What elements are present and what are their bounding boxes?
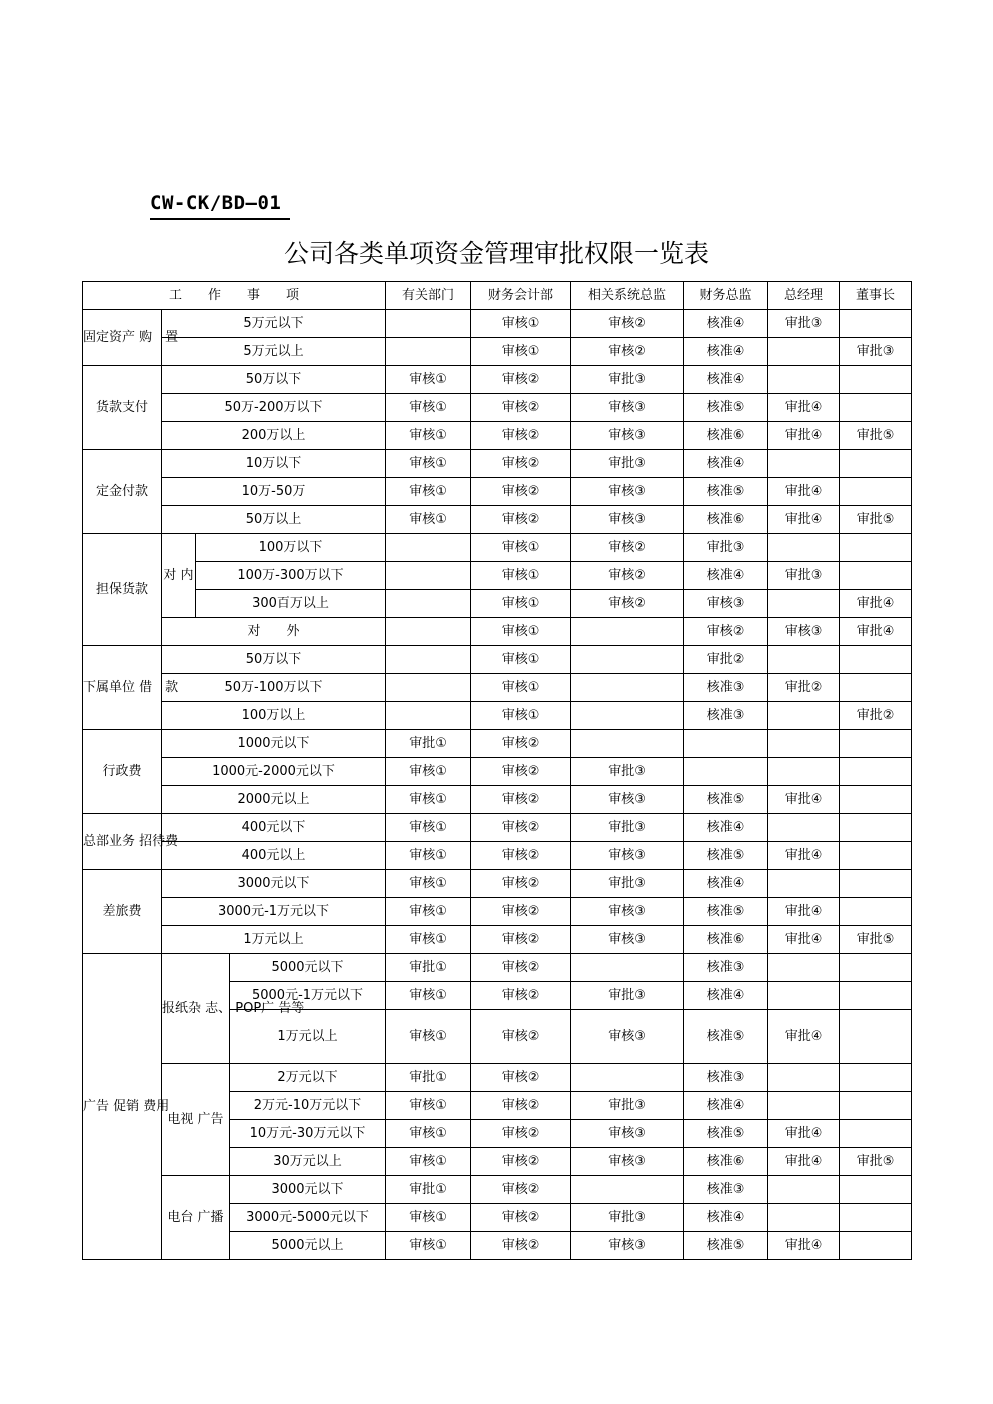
cell-director: 审核③	[571, 898, 684, 926]
cell-director: 审批③	[571, 982, 684, 1010]
cell-chairman	[840, 646, 912, 674]
cell-range: 50万以下	[162, 646, 386, 674]
table-row	[83, 366, 912, 394]
cell-accounting: 审核②	[471, 758, 571, 786]
cell-range: 5000元-1万元以下	[230, 982, 386, 1010]
cell-accounting: 审核②	[471, 1176, 571, 1204]
cell-dept: 审核①	[386, 394, 471, 422]
cell-chairman: 审批⑤	[840, 506, 912, 534]
cell-gm	[768, 1176, 840, 1204]
cell-dept: 审核①	[386, 926, 471, 954]
category-fixed-assets: 固定资产 购 置	[83, 310, 162, 366]
cell-director: 审核③	[571, 926, 684, 954]
cell-range: 50万-100万以下	[162, 674, 386, 702]
cell-dept: 审核①	[386, 366, 471, 394]
cell-accounting: 审核①	[471, 338, 571, 366]
cell-cfo: 核准⑤	[684, 898, 768, 926]
header-chairman: 董事长	[840, 282, 912, 310]
cell-chairman	[840, 674, 912, 702]
cell-cfo	[684, 730, 768, 758]
cell-accounting: 审核①	[471, 562, 571, 590]
category-travel: 差旅费	[83, 870, 162, 954]
cell-dept: 审核①	[386, 870, 471, 898]
table-row	[83, 646, 912, 674]
cell-chairman	[840, 1232, 912, 1260]
table-row	[83, 394, 912, 422]
cell-dept: 审核①	[386, 1204, 471, 1232]
table-row	[83, 478, 912, 506]
header-cfo: 财务总监	[684, 282, 768, 310]
cell-cfo: 核准④	[684, 338, 768, 366]
cell-chairman	[840, 982, 912, 1010]
cell-range: 10万元-30万元以下	[230, 1120, 386, 1148]
cell-range: 100万以上	[162, 702, 386, 730]
cell-cfo: 核准③	[684, 1176, 768, 1204]
cell-director: 审核②	[571, 562, 684, 590]
table-row	[83, 338, 912, 366]
cell-director: 审批③	[571, 1204, 684, 1232]
cell-gm	[768, 338, 840, 366]
cell-director	[571, 954, 684, 982]
cell-chairman	[840, 478, 912, 506]
cell-gm	[768, 758, 840, 786]
cell-chairman	[840, 842, 912, 870]
cell-accounting: 审核②	[471, 898, 571, 926]
cell-range: 3000元以下	[162, 870, 386, 898]
table-row	[83, 590, 912, 618]
cell-dept	[386, 310, 471, 338]
cell-range: 3000元-1万元以下	[162, 898, 386, 926]
header-item: 工 作 事 项	[83, 282, 386, 310]
cell-director: 审核②	[571, 338, 684, 366]
cell-cfo: 核准⑤	[684, 842, 768, 870]
cell-dept	[386, 674, 471, 702]
table-row	[83, 422, 912, 450]
cell-dept: 审核①	[386, 1092, 471, 1120]
cell-dept	[386, 590, 471, 618]
subcategory-internal: 对 内	[162, 534, 196, 618]
cell-dept: 审批①	[386, 1064, 471, 1092]
cell-gm: 审批④	[768, 842, 840, 870]
document-code: CW-CK/BD—01	[150, 188, 290, 220]
cell-accounting: 审核②	[471, 870, 571, 898]
cell-director: 审核③	[571, 1120, 684, 1148]
cell-gm	[768, 954, 840, 982]
cell-accounting: 审核②	[471, 982, 571, 1010]
table-row	[83, 842, 912, 870]
cell-dept	[386, 646, 471, 674]
cell-director: 审核③	[571, 422, 684, 450]
cell-director: 审核②	[571, 310, 684, 338]
cell-range: 100万-300万以下	[196, 562, 386, 590]
cell-cfo: 核准④	[684, 814, 768, 842]
cell-chairman	[840, 1064, 912, 1092]
category-payment: 货款支付	[83, 366, 162, 450]
cell-accounting: 审核②	[471, 1204, 571, 1232]
cell-dept	[386, 534, 471, 562]
cell-dept: 审核①	[386, 1148, 471, 1176]
cell-dept	[386, 618, 471, 646]
cell-range: 3000元以下	[230, 1176, 386, 1204]
category-advertising: 广告 促销 费用	[83, 954, 162, 1260]
header-accounting: 财务会计部	[471, 282, 571, 310]
cell-director: 审批③	[571, 870, 684, 898]
cell-accounting: 审核②	[471, 954, 571, 982]
cell-dept: 审核①	[386, 478, 471, 506]
cell-cfo: 审核③	[684, 590, 768, 618]
cell-range: 10万以下	[162, 450, 386, 478]
cell-cfo: 核准⑤	[684, 786, 768, 814]
cell-director	[571, 674, 684, 702]
cell-chairman	[840, 310, 912, 338]
cell-gm: 审批④	[768, 1010, 840, 1064]
cell-range: 100万以下	[196, 534, 386, 562]
cell-director: 审批③	[571, 366, 684, 394]
cell-director	[571, 702, 684, 730]
cell-gm: 审批④	[768, 506, 840, 534]
cell-cfo: 审核②	[684, 618, 768, 646]
cell-range: 1000元-2000元以下	[162, 758, 386, 786]
cell-gm: 审批④	[768, 1232, 840, 1260]
cell-cfo: 核准⑤	[684, 394, 768, 422]
cell-gm: 审批④	[768, 898, 840, 926]
cell-range: 2000元以上	[162, 786, 386, 814]
cell-cfo: 核准③	[684, 674, 768, 702]
cell-chairman	[840, 870, 912, 898]
cell-director: 审核③	[571, 394, 684, 422]
cell-chairman: 审批⑤	[840, 926, 912, 954]
cell-accounting: 审核②	[471, 450, 571, 478]
cell-dept: 审批①	[386, 730, 471, 758]
cell-gm: 审批④	[768, 1120, 840, 1148]
table-row	[83, 562, 912, 590]
cell-range: 1万元以上	[230, 1010, 386, 1064]
cell-gm: 审批④	[768, 926, 840, 954]
cell-range: 30万元以上	[230, 1148, 386, 1176]
cell-accounting: 审核②	[471, 814, 571, 842]
cell-accounting: 审核①	[471, 674, 571, 702]
cell-accounting: 审核②	[471, 842, 571, 870]
cell-dept: 审核①	[386, 786, 471, 814]
cell-gm	[768, 702, 840, 730]
category-deposit: 定金付款	[83, 450, 162, 534]
table-row	[83, 450, 912, 478]
cell-gm	[768, 1204, 840, 1232]
cell-director: 审核③	[571, 1010, 684, 1064]
cell-director: 审批③	[571, 450, 684, 478]
cell-range: 50万以上	[162, 506, 386, 534]
cell-range: 2万元以下	[230, 1064, 386, 1092]
table-row	[83, 814, 912, 842]
cell-director: 审批③	[571, 758, 684, 786]
cell-range: 5万元以上	[162, 338, 386, 366]
cell-cfo: 核准⑥	[684, 506, 768, 534]
cell-gm: 审批④	[768, 422, 840, 450]
cell-cfo: 审批②	[684, 646, 768, 674]
cell-chairman	[840, 1204, 912, 1232]
table-row	[83, 674, 912, 702]
cell-chairman	[840, 954, 912, 982]
cell-chairman	[840, 1010, 912, 1064]
cell-dept: 审核①	[386, 422, 471, 450]
cell-cfo: 审批③	[684, 534, 768, 562]
cell-director: 审核②	[571, 534, 684, 562]
cell-dept: 审批①	[386, 954, 471, 982]
cell-cfo: 核准⑥	[684, 926, 768, 954]
cell-cfo: 核准③	[684, 702, 768, 730]
cell-gm	[768, 646, 840, 674]
cell-dept: 审核①	[386, 506, 471, 534]
table-row	[83, 1176, 912, 1204]
cell-chairman: 审批⑤	[840, 422, 912, 450]
table-row	[83, 506, 912, 534]
cell-chairman	[840, 814, 912, 842]
cell-range: 3000元-5000元以下	[230, 1204, 386, 1232]
header-row	[83, 282, 912, 310]
header-director: 相关系统总监	[571, 282, 684, 310]
category-subsidiary-loan: 下属单位 借 款	[83, 646, 162, 730]
cell-dept	[386, 562, 471, 590]
cell-accounting: 审核②	[471, 1120, 571, 1148]
cell-dept: 审核①	[386, 1232, 471, 1260]
cell-director	[571, 618, 684, 646]
cell-gm: 审批④	[768, 394, 840, 422]
cell-dept: 审核①	[386, 842, 471, 870]
cell-director: 审核③	[571, 478, 684, 506]
cell-cfo: 核准③	[684, 1064, 768, 1092]
table-row	[83, 730, 912, 758]
cell-gm	[768, 730, 840, 758]
cell-dept: 审核①	[386, 814, 471, 842]
subcategory-radio: 电台 广播	[162, 1176, 230, 1260]
cell-accounting: 审核①	[471, 534, 571, 562]
cell-range: 对 外	[162, 618, 386, 646]
cell-cfo: 核准④	[684, 310, 768, 338]
cell-director	[571, 730, 684, 758]
header-gm: 总经理	[768, 282, 840, 310]
cell-dept: 审核①	[386, 450, 471, 478]
cell-chairman: 审批④	[840, 618, 912, 646]
cell-cfo: 核准⑥	[684, 422, 768, 450]
cell-chairman	[840, 1176, 912, 1204]
cell-cfo: 核准④	[684, 870, 768, 898]
cell-cfo	[684, 758, 768, 786]
cell-gm: 审核③	[768, 618, 840, 646]
cell-accounting: 审核②	[471, 394, 571, 422]
cell-dept: 审核①	[386, 758, 471, 786]
cell-gm	[768, 590, 840, 618]
cell-gm	[768, 534, 840, 562]
cell-chairman: 审批③	[840, 338, 912, 366]
cell-cfo: 核准④	[684, 1204, 768, 1232]
cell-range: 1000元以下	[162, 730, 386, 758]
cell-cfo: 核准④	[684, 562, 768, 590]
cell-range: 400元以下	[162, 814, 386, 842]
cell-cfo: 核准⑤	[684, 1120, 768, 1148]
table-row	[83, 870, 912, 898]
cell-range: 5000元以下	[230, 954, 386, 982]
cell-range: 200万以上	[162, 422, 386, 450]
cell-range: 5000元以上	[230, 1232, 386, 1260]
subcategory-print: 报纸杂 志、 POP广 告等	[162, 954, 230, 1064]
cell-dept	[386, 338, 471, 366]
cell-gm	[768, 366, 840, 394]
cell-accounting: 审核②	[471, 1064, 571, 1092]
cell-dept	[386, 702, 471, 730]
cell-gm	[768, 814, 840, 842]
cell-gm	[768, 1064, 840, 1092]
category-guarantee: 担保货款	[83, 534, 162, 646]
subcategory-tv: 电视 广告	[162, 1064, 230, 1176]
cell-accounting: 审核②	[471, 1010, 571, 1064]
cell-cfo: 核准⑤	[684, 478, 768, 506]
cell-chairman	[840, 534, 912, 562]
cell-range: 400元以上	[162, 842, 386, 870]
cell-gm: 审批④	[768, 786, 840, 814]
cell-chairman	[840, 1120, 912, 1148]
cell-dept: 审核①	[386, 982, 471, 1010]
cell-chairman	[840, 758, 912, 786]
cell-gm	[768, 870, 840, 898]
table-row	[83, 898, 912, 926]
cell-accounting: 审核②	[471, 422, 571, 450]
cell-dept: 审核①	[386, 1010, 471, 1064]
cell-cfo: 核准④	[684, 982, 768, 1010]
cell-range: 2万元-10万元以下	[230, 1092, 386, 1120]
cell-cfo: 核准④	[684, 450, 768, 478]
cell-chairman: 审批④	[840, 590, 912, 618]
table-row	[83, 618, 912, 646]
category-admin: 行政费	[83, 730, 162, 814]
cell-cfo: 核准④	[684, 366, 768, 394]
cell-director: 审核③	[571, 842, 684, 870]
table-row	[83, 534, 912, 562]
table-row	[83, 310, 912, 338]
cell-range: 50万以下	[162, 366, 386, 394]
cell-chairman	[840, 1092, 912, 1120]
cell-range: 1万元以上	[162, 926, 386, 954]
cell-chairman: 审批⑤	[840, 1148, 912, 1176]
cell-range: 10万-50万	[162, 478, 386, 506]
cell-accounting: 审核②	[471, 506, 571, 534]
cell-accounting: 审核②	[471, 478, 571, 506]
cell-director: 审批③	[571, 814, 684, 842]
cell-chairman: 审批②	[840, 702, 912, 730]
cell-accounting: 审核②	[471, 1148, 571, 1176]
table-row	[83, 926, 912, 954]
cell-director	[571, 646, 684, 674]
cell-range: 5万元以下	[162, 310, 386, 338]
table-row	[83, 786, 912, 814]
cell-cfo: 核准⑥	[684, 1148, 768, 1176]
cell-director: 审核③	[571, 1232, 684, 1260]
header-dept: 有关部门	[386, 282, 471, 310]
cell-chairman	[840, 366, 912, 394]
cell-accounting: 审核②	[471, 786, 571, 814]
cell-gm: 审批④	[768, 478, 840, 506]
cell-chairman	[840, 394, 912, 422]
cell-accounting: 审核②	[471, 926, 571, 954]
cell-accounting: 审核②	[471, 1232, 571, 1260]
cell-accounting: 审核①	[471, 702, 571, 730]
cell-accounting: 审核①	[471, 310, 571, 338]
page-title: 公司各类单项资金管理审批权限一览表	[283, 239, 709, 268]
cell-cfo: 核准⑤	[684, 1010, 768, 1064]
cell-gm: 审批③	[768, 562, 840, 590]
cell-gm	[768, 450, 840, 478]
table-row	[83, 702, 912, 730]
cell-cfo: 核准⑤	[684, 1232, 768, 1260]
cell-gm: 审批②	[768, 674, 840, 702]
cell-range: 50万-200万以下	[162, 394, 386, 422]
cell-cfo: 核准④	[684, 1092, 768, 1120]
cell-accounting: 审核①	[471, 618, 571, 646]
cell-gm	[768, 982, 840, 1010]
cell-director: 审核③	[571, 1148, 684, 1176]
category-entertainment: 总部业务 招待费	[83, 814, 162, 870]
cell-gm	[768, 1092, 840, 1120]
cell-director: 审核③	[571, 506, 684, 534]
cell-director: 审核②	[571, 590, 684, 618]
cell-range: 300百万以上	[196, 590, 386, 618]
cell-accounting: 审核②	[471, 730, 571, 758]
cell-chairman	[840, 786, 912, 814]
cell-accounting: 审核②	[471, 1092, 571, 1120]
table-row	[83, 1064, 912, 1092]
cell-gm: 审批③	[768, 310, 840, 338]
cell-accounting: 审核①	[471, 590, 571, 618]
cell-chairman	[840, 730, 912, 758]
cell-chairman	[840, 450, 912, 478]
cell-dept: 审核①	[386, 1120, 471, 1148]
table-row	[83, 758, 912, 786]
cell-cfo: 核准③	[684, 954, 768, 982]
cell-director: 审批③	[571, 1092, 684, 1120]
cell-director	[571, 1064, 684, 1092]
cell-accounting: 审核①	[471, 646, 571, 674]
cell-dept: 审核①	[386, 898, 471, 926]
approval-table	[82, 281, 912, 1260]
cell-chairman	[840, 898, 912, 926]
cell-director: 审核③	[571, 786, 684, 814]
cell-director	[571, 1176, 684, 1204]
cell-chairman	[840, 562, 912, 590]
cell-gm: 审批④	[768, 1148, 840, 1176]
table-row	[83, 954, 912, 982]
cell-accounting: 审核②	[471, 366, 571, 394]
cell-dept: 审批①	[386, 1176, 471, 1204]
